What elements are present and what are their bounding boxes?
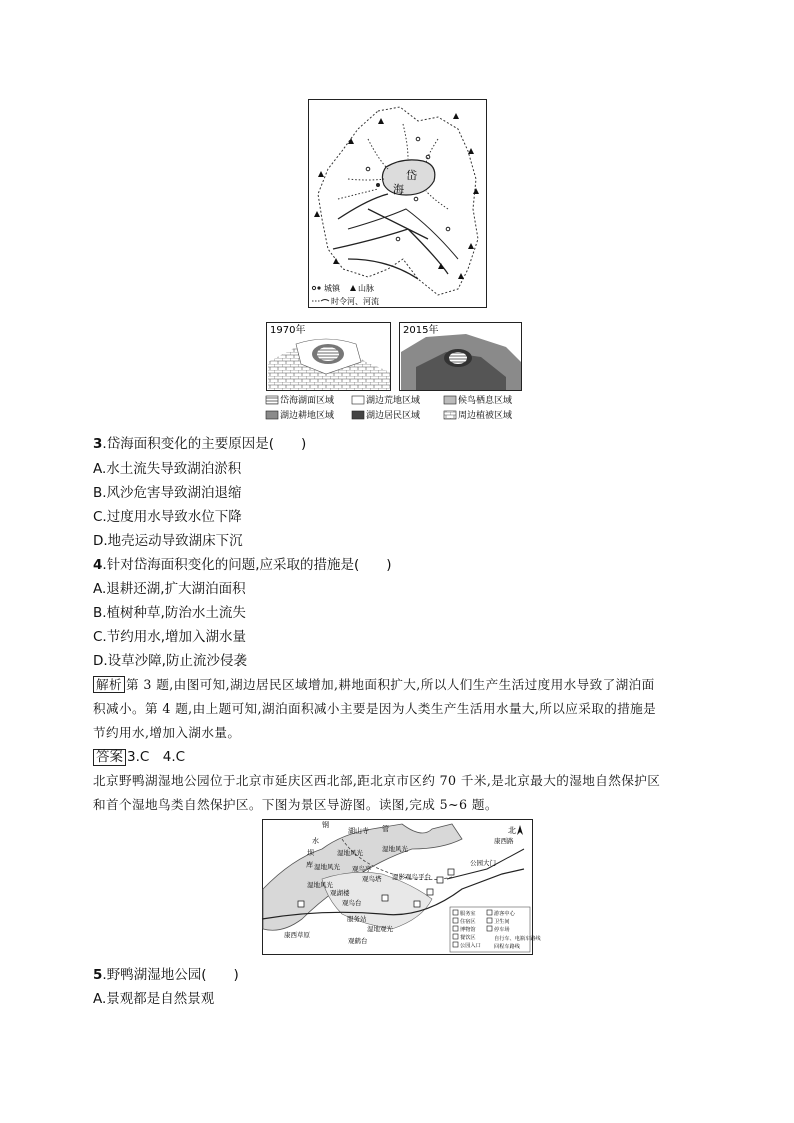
- label-wetland-3: 湿地风光: [314, 863, 340, 871]
- label-park-gate: 公园大门: [470, 859, 496, 867]
- label-bird-pavilion: 观鸟亭: [352, 865, 372, 873]
- question-4-stem: [93, 556, 392, 574]
- legend-service-room: 服务室: [460, 911, 476, 917]
- q3-option-a: A.水土流失导致湖泊淤积: [93, 461, 242, 477]
- q4-option-a: A.退耕还湖,扩大湖泊面积: [93, 581, 246, 597]
- label-wetland-4: 湿地风光: [307, 881, 333, 889]
- label-hushan-temple: 湖山寺: [348, 827, 369, 835]
- analysis-line-1: [93, 676, 655, 694]
- legend-residential: 湖边居民区域: [366, 411, 421, 421]
- panel-2015-label: 2015年: [403, 325, 439, 336]
- question-5-stem: [93, 966, 239, 984]
- legend-restroom: 卫生间: [494, 919, 510, 925]
- label-kangxi-road: 康西路: [494, 837, 514, 845]
- passage-line-1: 北京野鸭湖湿地公园位于北京市延庆区西北部,距北京市区约 70 千米,是北京最大的湿地自然保护区: [93, 773, 661, 788]
- answer-text: 3.C 4.C: [127, 749, 186, 765]
- question-4-text: .针对岱海面积变化的问题,应采取的措施是( ): [102, 557, 392, 573]
- north-label: 北: [508, 826, 516, 835]
- question-3-text: .岱海面积变化的主要原因是( ): [102, 436, 307, 452]
- passage-line-2: 和首个湿地鸟类自然保护区。下图为景区导游图。读图,完成 5~6 题。: [93, 797, 498, 812]
- label-bird-tower: 观鸟塔: [362, 875, 382, 883]
- legend-lodging: 住宿区: [460, 919, 476, 925]
- label-bird-deck: 观鸟台: [342, 899, 362, 907]
- legend-bird-habitat: 候鸟栖息区域: [458, 396, 513, 406]
- analysis-text-1: 第 3 题,由图可知,湖边居民区域增加,耕地面积扩大,所以人们生产生活过度用水导致了湖泊面: [126, 677, 655, 692]
- q4-option-b: B.植树种草,防治水土流失: [93, 605, 246, 621]
- lake-label-1: 岱: [406, 169, 417, 182]
- daihai-basin-map: [308, 99, 487, 308]
- legend-river: 时令河、河流: [331, 297, 379, 306]
- legend-visitor-center: 游客中心: [494, 911, 515, 917]
- answer-tag: 答案: [93, 749, 126, 766]
- label-platform: 湿影观鸟平台: [392, 873, 431, 881]
- q4-option-c: C.节约用水,增加入湖水量: [93, 629, 247, 645]
- label-water: 水: [312, 837, 319, 845]
- legend-park-entrance: 公园入口: [460, 943, 481, 949]
- legend-return-route: 回程车路线: [494, 944, 520, 950]
- analysis-line-2: 积减小。第 4 题,由上题可知,湖泊面积减小主要是因为人类生产生活用水量大,所以应采取的措施是: [93, 701, 657, 716]
- label-ku: 库: [306, 861, 313, 869]
- analysis-line-3: 节约用水,增加入湖水量。: [93, 725, 241, 740]
- q3-option-d: D.地壳运动导致湖床下沉: [93, 533, 243, 549]
- q4-option-d: D.设草沙障,防止流沙侵袭: [93, 653, 247, 669]
- label-wetland-2: 湿地风光: [382, 845, 408, 853]
- label-wetland-1: 湿地风光: [337, 849, 363, 857]
- label-gang: 钢: [322, 821, 329, 829]
- legend-bike-route: 自行车、电瓶车路线: [494, 936, 541, 942]
- label-lake-tower: 观湖楼: [330, 889, 350, 897]
- legend-lake-area: 岱海湖面区域: [280, 396, 335, 406]
- park-guide-map: [262, 819, 541, 955]
- label-kangxi-grassland: 康西草原: [284, 931, 310, 939]
- question-3-stem: [93, 435, 306, 453]
- legend-wasteland: 湖边荒地区域: [366, 396, 421, 406]
- question-5-number: 5: [93, 967, 103, 983]
- label-guan: 管: [382, 825, 389, 833]
- label-dam: 坝: [307, 849, 314, 857]
- label-sightseeing: 湿地观光: [367, 925, 393, 933]
- legend-museum: 博物馆: [460, 927, 476, 933]
- legend-mountain: 山脉: [358, 284, 374, 293]
- q3-option-b: B.风沙危害导致湖泊退缩: [93, 485, 242, 501]
- analysis-tag: 解析: [93, 676, 125, 693]
- question-3-number: 3: [93, 436, 103, 452]
- legend-parking: 停车场: [494, 927, 510, 933]
- label-crane-deck: 观鹤台: [348, 937, 368, 945]
- q5-option-a: A.景观都是自然景观: [93, 991, 215, 1007]
- panel-1970-label: 1970年: [270, 325, 306, 336]
- answer-line: [93, 748, 185, 766]
- lake-label-2: 海: [393, 183, 404, 196]
- label-service-station: 服务站: [347, 915, 367, 923]
- question-4-number: 4: [93, 557, 103, 573]
- q3-option-c: C.过度用水导致水位下降: [93, 509, 242, 525]
- land-use-comparison-figure: [266, 322, 530, 426]
- legend-town: 城镇: [324, 284, 340, 293]
- question-5-text: .野鸭湖湿地公园( ): [102, 967, 239, 983]
- legend-farmland: 湖边耕地区域: [280, 411, 335, 421]
- legend-vegetation: 周边植被区域: [458, 411, 513, 421]
- legend-dining: 餐饮区: [460, 935, 476, 941]
